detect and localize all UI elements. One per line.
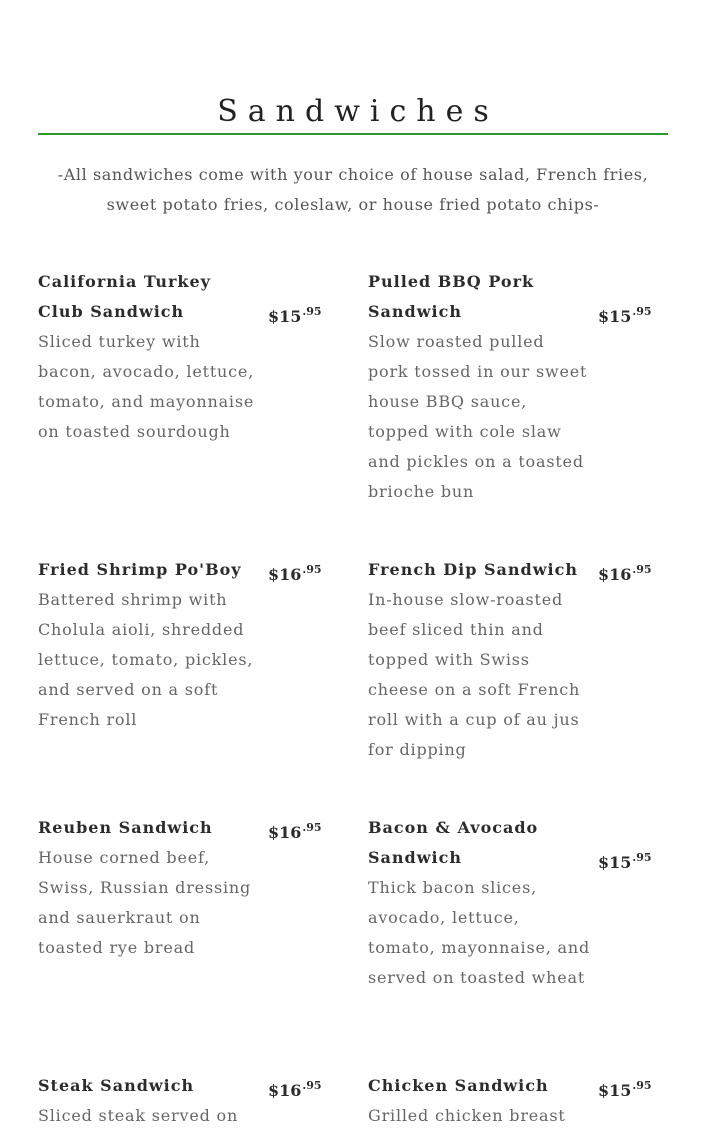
menu-item [38,555,323,735]
item-price [598,1071,652,1106]
item-description: Thick bacon slices, avocado, lettuce, tomato, mayonnaise, and served on toasted wheat [368,878,590,987]
price-cents: .95 [302,821,322,834]
menu-item [368,813,653,993]
price-cents: .95 [632,563,652,576]
price-dollars: $16 [598,565,632,584]
price-dollars: $16 [268,1081,302,1100]
item-price [268,813,322,848]
price-cents: .95 [632,305,652,318]
item-description: Sliced steak served on [38,1106,239,1125]
item-description: Grilled chicken breast [368,1106,566,1125]
item-price [268,1071,322,1106]
item-price [268,297,322,332]
item-description: Slow roasted pulled pork tossed in our sweet house BBQ sauce, topped with cole slaw and pickles on a toasted brioche bun [368,332,588,501]
price-dollars: $16 [268,565,302,584]
menu-item [368,1071,653,1131]
title-divider [38,133,668,135]
item-description: House corned beef, Swiss, Russian dressing and sauerkraut on toasted rye bread [38,848,252,957]
sides-note: -All sandwiches come with your choice of house salad, French fries, sweet potato fries, coleslaw, or house fried potato chips- [57,165,649,214]
item-name: Steak Sandwich [38,1076,195,1095]
price-dollars: $16 [268,823,302,842]
item-name: Chicken Sandwich [368,1076,549,1095]
menu-item [38,1071,323,1131]
item-price [598,297,652,332]
price-dollars: $15 [598,853,632,872]
price-cents: .95 [302,305,322,318]
menu-item [368,555,653,765]
menu-item [368,267,653,507]
price-dollars: $15 [268,307,302,326]
item-name: Pulled BBQ Pork Sandwich [368,272,535,321]
item-price [268,555,322,590]
item-name: French Dip Sandwich [368,560,578,579]
price-cents: .95 [632,851,652,864]
menu-title: Sandwiches [217,94,499,129]
price-cents: .95 [632,1079,652,1092]
item-description: Sliced turkey with bacon, avocado, lettuce, tomato, and mayonnaise on toasted sourdough [38,332,255,441]
price-cents: .95 [302,563,322,576]
item-name: California Turkey Club Sandwich [38,272,211,321]
menu-item [38,813,323,963]
item-description: In-house slow-roasted beef sliced thin and topped with Swiss cheese on a soft French roll with a cup of au jus for dipping [368,590,581,759]
item-description: Battered shrimp with Cholula aioli, shredded lettuce, tomato, pickles, and served on a soft French roll [38,590,254,729]
item-name: Bacon & Avocado Sandwich [368,818,539,867]
item-name: Fried Shrimp Po'Boy [38,560,242,579]
item-price [598,555,652,590]
menu-item [38,267,323,447]
item-price [598,843,652,878]
price-dollars: $15 [598,1081,632,1100]
item-name: Reuben Sandwich [38,818,213,837]
price-dollars: $15 [598,307,632,326]
price-cents: .95 [302,1079,322,1092]
